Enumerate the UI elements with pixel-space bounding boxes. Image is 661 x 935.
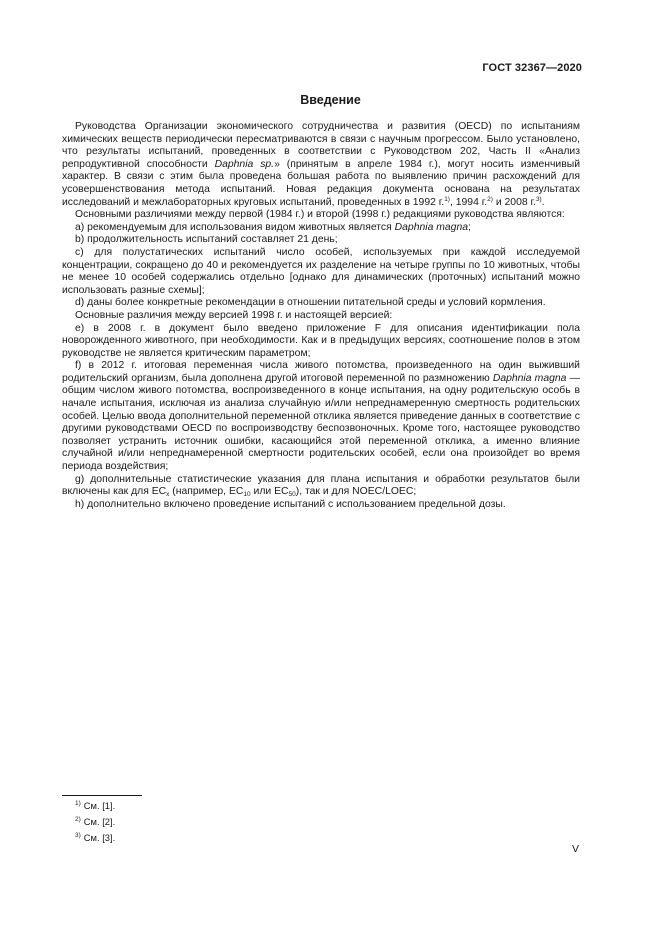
list-item-c: c) для полустатических испытаний число особей, используемых при каждой исследуемой концентрации, сокращено до 40 и рекомендуется их разделение на четыре группы по 10 животных, чтобы не менее 10 особей содержались отдельно [однако для динамических (проточных) испытаний можно использовать разные схемы]; bbox=[62, 246, 580, 296]
paragraph-differences-1998-current: Основные различия между версией 1998 г. и настоящей версией: bbox=[75, 309, 393, 321]
page-number: V bbox=[571, 843, 579, 855]
footnote: $^{2)}$ См. [2]. bbox=[75, 816, 116, 827]
paragraph-differences-1984-1998: Основными различиями между первой (1984 г.) и второй (1998 г.) редакциями руководства являются: bbox=[75, 209, 565, 221]
list-item-g: g) дополнительные статистические указания для плана испытания и обработки результатов были включены как для $EC_x$ (например, $EC_{10}$ или $EC_{50}$), так и для NOEC/LOEC; bbox=[62, 473, 580, 499]
paragraph-intro: Руководства Организации экономического сотрудничества и развития (OECD) по испытаниям химических веществ периодически пересматриваются в связи с научным прогрессом. Было установлено, что результаты испытаний, проведенных в соответствии с Руководством 202, Часть II «Анализ репродуктивной способности Daphnia sp.» (принятым в апреле 1984 г.), могут носить изменчивый характер. В связи с этим была проведена большая работа по выявлению причин расхождений для усовершенствования метода испытаний. Новая редакция документа основана на результатах исследований и межлабораторных круговых испытаний, проведенных в 1992 г.$^{1)}$, 1994 г.$^{2)}$ и 2008 г.$^{3)}$. bbox=[62, 121, 580, 208]
footnote: $^{1)}$ См. [1]. bbox=[75, 800, 116, 811]
footnote: $^{3)}$ См. [3]. bbox=[75, 832, 116, 843]
list-item-f: f) в 2012 г. итоговая переменная числа живого потомства, произведенного на один выживший родительский организм, была дополнена другой итоговой переменной по размножению Daphnia magna — общим числом живого потомства, воспроизведенного в конце испытания, на одну родительскую особь в начале испытания, исключая из анализа случайную и/или непреднамеренную смертность родительских особей. Целью ввода дополнительной переменной отклика является приведение данных в соответствие с другими руководствами OECD по воспроизводству беспозвоночных. Кроме того, настоящее руководство позволяет устранить источник ошибки, касающийся этой переменной отклика, а именно влияние случайной и/или непреднамеренной смертности родительских особей, если она произойдет во время периода воздействия; bbox=[62, 360, 580, 473]
list-item-h: h) дополнительно включено проведение испытаний с использованием предельной дозы. bbox=[75, 498, 506, 510]
list-item-a: a) рекомендуемым для использования видом животных является Daphnia magna; bbox=[75, 221, 471, 233]
footnote-ref-2: 2) bbox=[487, 195, 493, 203]
list-item-b: b) продолжительность испытаний составляет 21 день; bbox=[75, 234, 338, 246]
section-title: Введение bbox=[300, 93, 361, 107]
list-item-e: e) в 2008 г. в документ было введено приложение F для описания идентификации пола новорожденного животного, при необходимости. Как и в предыдущих версиях, соотношение полов в этом руководстве не является критическим параметром; bbox=[62, 322, 580, 359]
footnote-ref-3: 3) bbox=[535, 195, 542, 203]
document-standard-number: ГОСТ 32367—2020 bbox=[482, 62, 582, 74]
body-text bbox=[62, 121, 580, 511]
footnotes bbox=[75, 798, 115, 846]
list-item-d: d) даны более конкретные рекомендации в отношении питательной среды и условий кормления. bbox=[75, 297, 546, 309]
footnote-divider bbox=[62, 795, 142, 796]
footnote-ref-1: 1) bbox=[444, 195, 450, 203]
